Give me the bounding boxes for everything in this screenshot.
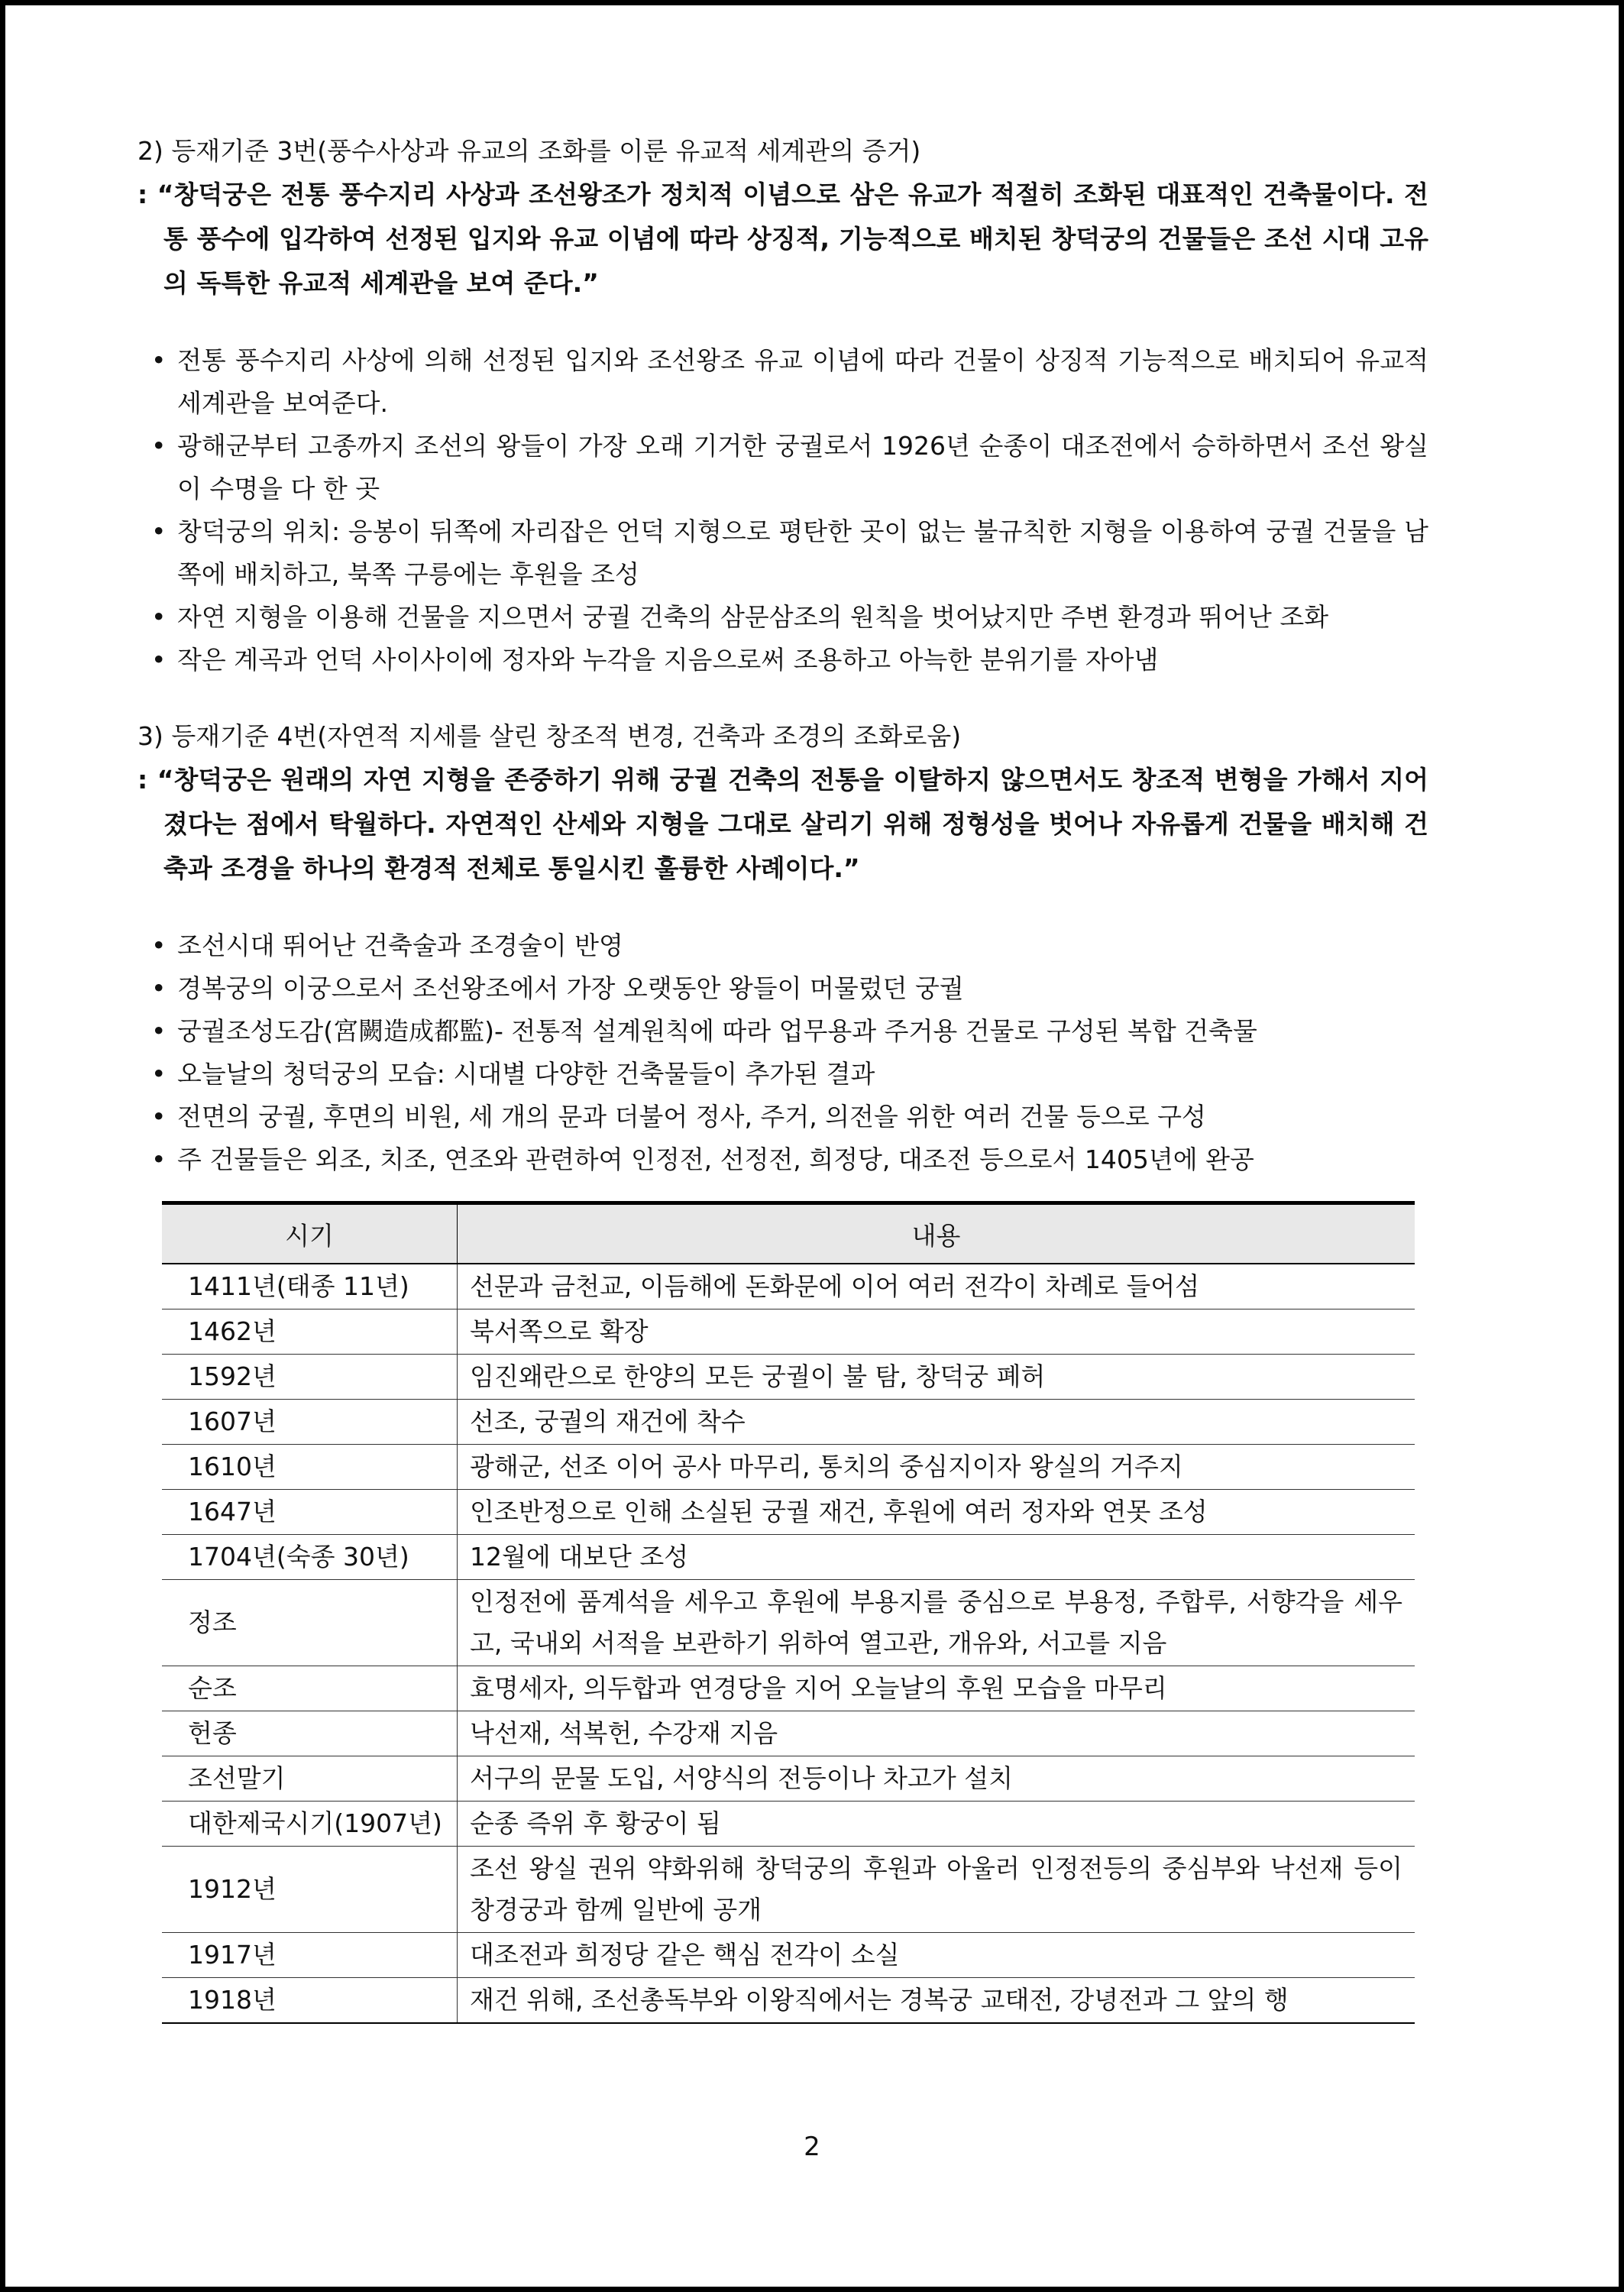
table-row xyxy=(162,1978,1415,2024)
section3-bullet-list xyxy=(137,924,1428,1181)
cell-content: 효명세자, 의두합과 연경당을 지어 오늘날의 후원 모습을 마무리 xyxy=(458,1666,1415,1711)
list-item: • 자연 지형을 이용해 건물을 지으면서 궁궐 건축의 삼문삼조의 원칙을 벗어났지만 주변 환경과 뛰어난 조화 xyxy=(137,596,1428,639)
list-item: • 경복궁의 이궁으로서 조선왕조에서 가장 오랫동안 왕들이 머물렀던 궁궐 xyxy=(137,967,1428,1010)
table-header-row xyxy=(162,1203,1415,1264)
list-item: • 오늘날의 청덕궁의 모습: 시대별 다양한 건축물들이 추가된 결과 xyxy=(137,1053,1428,1096)
cell-content: 북서쪽으로 확장 xyxy=(458,1309,1415,1355)
table-row xyxy=(162,1933,1415,1978)
table-row xyxy=(162,1400,1415,1445)
table-row xyxy=(162,1802,1415,1847)
list-item: • 전면의 궁궐, 후면의 비원, 세 개의 문과 더불어 정사, 주거, 의전을 위한 여러 건물 등으로 구성 xyxy=(137,1096,1428,1138)
cell-period: 조선말기 xyxy=(162,1756,458,1802)
cell-period: 1917년 xyxy=(162,1933,458,1978)
cell-period: 1592년 xyxy=(162,1355,458,1400)
cell-content: 조선 왕실 권위 약화위해 창덕궁의 후원과 아울러 인정전등의 중심부와 낙선재 등이 창경궁과 함께 일반에 공개 xyxy=(458,1847,1415,1933)
table-row xyxy=(162,1264,1415,1309)
cell-period: 1704년(숙종 30년) xyxy=(162,1535,458,1580)
bullet-icon: • xyxy=(151,1102,167,1131)
bullet-icon: • xyxy=(151,931,167,960)
table-row xyxy=(162,1847,1415,1933)
table-row xyxy=(162,1756,1415,1802)
cell-content: 선조, 궁궐의 재건에 착수 xyxy=(458,1400,1415,1445)
list-item: • 전통 풍수지리 사상에 의해 선정된 입지와 조선왕조 유교 이념에 따라 건물이 상징적 기능적으로 배치되어 유교적 세계관을 보여준다. xyxy=(137,339,1428,425)
cell-content: 낙선재, 석복헌, 수강재 지음 xyxy=(458,1711,1415,1756)
bullet-icon: • xyxy=(151,602,167,632)
cell-content: 선문과 금천교, 이듬해에 돈화문에 이어 여러 전각이 차례로 들어섬 xyxy=(458,1264,1415,1309)
cell-period: 1462년 xyxy=(162,1309,458,1355)
list-item: • 창덕궁의 위치: 응봉이 뒤쪽에 자리잡은 언덕 지형으로 평탄한 곳이 없는 불규칙한 지형을 이용하여 궁궐 건물을 남쪽에 배치하고, 북쪽 구릉에는 후원을 조성 xyxy=(137,510,1428,596)
bullet-icon: • xyxy=(151,973,167,1003)
page-number: 2 xyxy=(804,2132,820,2162)
list-item: • 광해군부터 고종까지 조선의 왕들이 가장 오래 기거한 궁궐로서 1926년 순종이 대조전에서 승하하면서 조선 왕실이 수명을 다 한 곳 xyxy=(137,425,1428,510)
bullet-icon: • xyxy=(151,1016,167,1046)
cell-content: 순종 즉위 후 황궁이 됨 xyxy=(458,1802,1415,1847)
history-table xyxy=(162,1201,1415,2024)
bullet-icon: • xyxy=(151,1144,167,1174)
cell-content: 재건 위해, 조선총독부와 이왕직에서는 경복궁 교태전, 강녕전과 그 앞의 행 xyxy=(458,1978,1415,2024)
cell-content: 12월에 대보단 조성 xyxy=(458,1535,1415,1580)
cell-period: 헌종 xyxy=(162,1711,458,1756)
table-row xyxy=(162,1490,1415,1535)
table-row xyxy=(162,1711,1415,1756)
list-item: • 주 건물들은 외조, 치조, 연조와 관련하여 인정전, 선정전, 희정당, 대조전 등으로서 1405년에 완공 xyxy=(137,1138,1428,1181)
cell-period: 정조 xyxy=(162,1580,458,1666)
cell-content: 서구의 문물 도입, 서양식의 전등이나 차고가 설치 xyxy=(458,1756,1415,1802)
list-item: • 작은 계곡과 언덕 사이사이에 정자와 누각을 지음으로써 조용하고 아늑한 분위기를 자아냄 xyxy=(137,639,1428,681)
table-row xyxy=(162,1535,1415,1580)
bullet-icon: • xyxy=(151,1059,167,1089)
list-item: • 궁궐조성도감(宮闕造成都監)- 전통적 설계원칙에 따라 업무용과 주거용 건물로 구성된 복합 건축물 xyxy=(137,1010,1428,1053)
cell-period: 1411년(태종 11년) xyxy=(162,1264,458,1309)
header-period: 시기 xyxy=(162,1203,458,1264)
bullet-icon: • xyxy=(151,516,167,546)
table-row xyxy=(162,1309,1415,1355)
cell-content: 인조반정으로 인해 소실된 궁궐 재건, 후원에 여러 정자와 연못 조성 xyxy=(458,1490,1415,1535)
cell-period: 1647년 xyxy=(162,1490,458,1535)
section3-title: 3) 등재기준 4번(자연적 지세를 살린 창조적 변경, 건축과 조경의 조화로움) xyxy=(137,721,962,751)
cell-content: 광해군, 선조 이어 공사 마무리, 통치의 중심지이자 왕실의 거주지 xyxy=(458,1445,1415,1490)
bullet-icon: • xyxy=(151,645,167,675)
cell-period: 대한제국시기(1907년) xyxy=(162,1802,458,1847)
cell-content: 인정전에 품계석을 세우고 후원에 부용지를 중심으로 부용정, 주합루, 서향각을 세우고, 국내외 서적을 보관하기 위하여 열고관, 개유와, 서고를 지음 xyxy=(458,1580,1415,1666)
section2-quote: : “창덕궁은 전통 풍수지리 사상과 조선왕조가 정치적 이념으로 삼은 유교가 적절히 조화된 대표적인 건축물이다. 전통 풍수에 입각하여 선정된 입지와 유교 이념에 따라 상징적, 기능적으로 배치된 창덕궁의 건물들은 조선 시대 고유의 독특한 유교적 세계관을 보여 준다.” xyxy=(137,180,1428,298)
bullet-icon: • xyxy=(151,431,167,461)
table-row xyxy=(162,1445,1415,1490)
section3-quote: : “창덕궁은 원래의 자연 지형을 존중하기 위해 궁궐 건축의 전통을 이탈하지 않으면서도 창조적 변형을 가해서 지어졌다는 점에서 탁월하다. 자연적인 산세와 지형을 그대로 살리기 위해 정형성을 벗어나 자유롭게 건물을 배치해 건축과 조경을 하나의 환경적 전체로 통일시킨 훌륭한 사례이다.” xyxy=(137,765,1428,883)
header-content: 내용 xyxy=(458,1203,1415,1264)
table-row xyxy=(162,1355,1415,1400)
bullet-icon: • xyxy=(151,345,167,375)
cell-content: 임진왜란으로 한양의 모든 궁궐이 불 탐, 창덕궁 폐허 xyxy=(458,1355,1415,1400)
document-body xyxy=(137,130,1428,2024)
cell-period: 1912년 xyxy=(162,1847,458,1933)
list-item: • 조선시대 뛰어난 건축술과 조경술이 반영 xyxy=(137,924,1428,967)
cell-period: 1610년 xyxy=(162,1445,458,1490)
cell-period: 1607년 xyxy=(162,1400,458,1445)
cell-period: 1918년 xyxy=(162,1978,458,2024)
cell-period: 순조 xyxy=(162,1666,458,1711)
table-row xyxy=(162,1580,1415,1666)
cell-content: 대조전과 희정당 같은 핵심 전각이 소실 xyxy=(458,1933,1415,1978)
section2-title: 2) 등재기준 3번(풍수사상과 유교의 조화를 이룬 유교적 세계관의 증거) xyxy=(137,136,921,166)
table-row xyxy=(162,1666,1415,1711)
section2-bullet-list xyxy=(137,339,1428,681)
